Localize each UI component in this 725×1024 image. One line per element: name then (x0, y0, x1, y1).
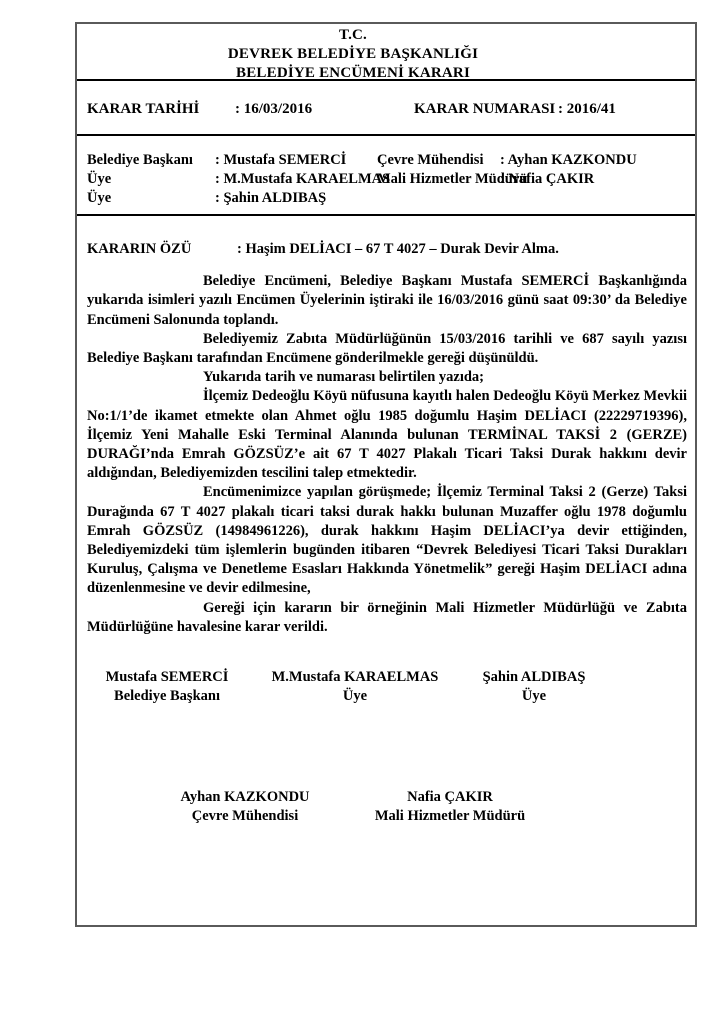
document-header (77, 24, 695, 81)
decision-number-value: : 2016/41 (558, 101, 616, 117)
header-republic-line: T.C. (338, 27, 368, 43)
attendee-roles-left (87, 151, 193, 208)
signature-block (272, 668, 439, 706)
body-paragraph: Encümenimizce yapılan görüşmede; İlçemiz Terminal Taksi 2 (Gerze) Taksi Durağında 67 T 4027 plakalı ticari taksi durak hakkı bulunan Muzaffer oğlu 1978 doğumlu Emrah GÖZSÜZ (14984961226), durak hakkını Haşim DELİACI’ya devir ettiğinden, Belediyemizdeki tüm işlemlerin bugünden itibaren “Devrek Belediyesi Ticari Taksi Durakları Kuruluş, Çalışma ve Denetleme Esasları Hakkında Yönetmelik” gereği Haşim DELİACI adına düzenlenmesine ve devir edilmesine, (87, 484, 687, 597)
signature-block (483, 668, 586, 706)
signature-name: M.Mustafa KARAELMAS (271, 669, 439, 685)
attendee-name: : Nafia ÇAKIR (500, 171, 595, 187)
attendees-section (77, 136, 695, 216)
decision-body (77, 216, 695, 925)
attendee-names-right (500, 151, 637, 189)
signature-title: Çevre Mühendisi (191, 808, 299, 824)
attendee-name: : Ayhan KAZKONDU (500, 152, 637, 168)
body-paragraph: Yukarıda tarih ve numarası belirtilen yazıda; (203, 369, 485, 386)
attendee-names-left (215, 151, 390, 208)
summary-value: : Haşim DELİACI – 67 T 4027 – Durak Devir Alma. (237, 241, 559, 257)
signature-block (106, 668, 229, 706)
signature-title: Belediye Başkanı (114, 688, 220, 704)
body-paragraph: Gereği için kararın bir örneğinin Mali Hizmetler Müdürlüğü ve Zabıta Müdürlüğüne havalesine karar verildi. (87, 599, 687, 635)
attendee-role: Belediye Başkanı (87, 152, 193, 168)
decision-summary-row (87, 240, 687, 259)
header-municipality-line: DEVREK BELEDİYE BAŞKANLIĞI (227, 46, 479, 62)
signature-block (180, 788, 309, 826)
body-paragraph: Belediye Encümeni, Belediye Başkanı Mustafa SEMERCİ Başkanlığında yukarıda isimleri yazılı Encümen Üyelerinin iştiraki ile 16/03/2016 günü saat 09:30’ da Belediye Encümeni Salonunda toplandı. (87, 273, 687, 328)
signature-block (375, 788, 525, 826)
attendee-role: Üye (87, 190, 112, 206)
decision-date-label: KARAR TARİHİ (87, 101, 200, 117)
header-doctype-line: BELEDİYE ENCÜMENİ KARARI (236, 65, 470, 81)
attendee-role: Çevre Mühendisi (377, 152, 484, 168)
decision-meta-row (77, 81, 695, 136)
signature-title: Üye (521, 688, 547, 704)
signature-title: Üye (342, 688, 368, 704)
attendee-role: Mali Hizmetler Müdürü (377, 171, 528, 187)
attendee-role: Üye (87, 171, 112, 187)
attendee-name: : Mustafa SEMERCİ (215, 152, 347, 168)
attendee-name: : Şahin ALDIBAŞ (215, 190, 327, 206)
signature-title: Mali Hizmetler Müdürü (374, 808, 526, 824)
signature-name: Mustafa SEMERCİ (105, 669, 229, 685)
decision-text (87, 272, 687, 637)
summary-label: KARARIN ÖZÜ (87, 241, 192, 257)
body-paragraph: İlçemiz Dedeoğlu Köyü nüfusuna kayıtlı halen Dedeoğlu Köyü Merkez Mevkii No:1/1’de ikamet etmekte olan Ahmet oğlu 1985 doğumlu Haşim DELİACI (22229719396), İlçemiz Yeni Mahalle Eski Terminal Alanında bulunan TERMİNAL TAKSİ 2 (GERZE) DURAĞI’nda Emrah GÖZSÜZ’e ait 67 T 4027 Plakalı Ticari Taksi Durak hakkını devir aldığından, Belediyemizden tescilini talep etmektedir. (87, 388, 687, 482)
decision-number-label: KARAR NUMARASI (414, 101, 556, 117)
attendee-name: : M.Mustafa KARAELMAS (215, 171, 391, 187)
signature-name: Nafia ÇAKIR (407, 789, 493, 805)
decision-document (75, 22, 697, 927)
signature-name: Ayhan KAZKONDU (180, 789, 310, 805)
signature-name: Şahin ALDIBAŞ (482, 669, 586, 685)
body-paragraph: Belediyemiz Zabıta Müdürlüğünün 15/03/2016 tarihli ve 687 sayılı yazısı Belediye Başkanı tarafından Encümene gönderilmekle gereği düşünüldü. (87, 330, 687, 367)
decision-date-value: : 16/03/2016 (235, 101, 313, 117)
